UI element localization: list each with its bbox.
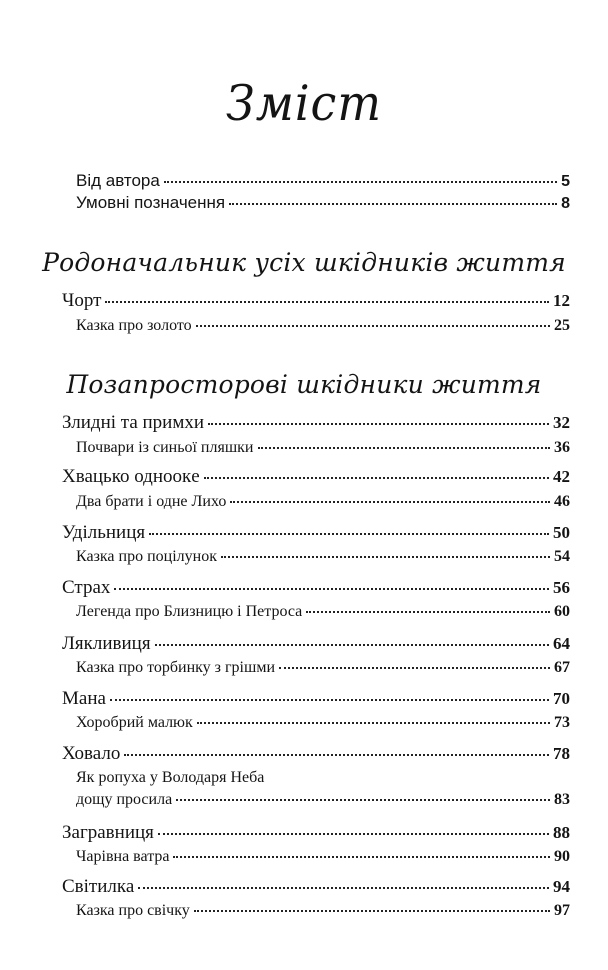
dot-leader xyxy=(196,325,550,327)
section-title: Позапросторові шкідники життя xyxy=(66,370,542,399)
toc-entry-chapter[interactable] xyxy=(62,413,570,432)
toc-entry-chapter[interactable] xyxy=(62,823,570,842)
toc-entry-chapter[interactable] xyxy=(62,578,570,597)
dot-leader xyxy=(155,644,549,646)
toc-entry-tale[interactable] xyxy=(76,549,570,565)
dot-leader xyxy=(258,447,551,449)
toc-entry-label: Чорт xyxy=(62,290,102,311)
dot-leader xyxy=(110,699,549,701)
dot-leader xyxy=(105,301,549,303)
dot-leader xyxy=(279,667,550,669)
toc-entry-chapter[interactable] xyxy=(62,467,570,486)
toc-entry-page: 50 xyxy=(553,523,570,542)
toc-entry-tale[interactable] xyxy=(76,494,570,510)
toc-entry-page: 25 xyxy=(554,317,570,334)
dot-leader xyxy=(176,799,550,801)
dot-leader xyxy=(194,910,550,912)
toc-entry-page: 42 xyxy=(553,467,570,486)
page-title: Зміст xyxy=(226,74,382,132)
toc-entry-chapter[interactable] xyxy=(62,689,570,708)
toc-entry-page: 60 xyxy=(554,603,570,620)
toc-entry-page: 36 xyxy=(554,439,570,456)
toc-entry-from-author[interactable] xyxy=(76,172,570,190)
toc-entry-label: Казка про торбинку з грішми xyxy=(76,659,276,676)
toc-entry-tale[interactable] xyxy=(76,715,570,731)
toc-entry-tale[interactable] xyxy=(76,604,570,620)
toc-entry-label: Чарівна ватра xyxy=(76,848,170,865)
toc-entry-page: 88 xyxy=(553,823,570,842)
toc-entry-page: 8 xyxy=(561,195,570,212)
dot-leader xyxy=(158,833,549,835)
dot-leader xyxy=(204,477,549,479)
toc-entry-page: 73 xyxy=(554,714,570,731)
toc-entry-page: 12 xyxy=(553,291,570,310)
dot-leader xyxy=(114,588,549,590)
dot-leader xyxy=(221,556,550,558)
toc-entry-page: 70 xyxy=(553,689,570,708)
toc-entry-page: 78 xyxy=(553,744,570,763)
toc-entry-tale[interactable] xyxy=(76,849,570,865)
toc-entry-label: Казка про поцілунок xyxy=(76,548,217,565)
dot-leader xyxy=(138,887,549,889)
toc-entry-label: Мана xyxy=(62,688,106,709)
toc-entry-label: Легенда про Близницю і Петроса xyxy=(76,603,303,620)
dot-leader xyxy=(124,754,549,756)
dot-leader xyxy=(230,501,550,503)
dot-leader xyxy=(173,856,550,858)
toc-entry-tale[interactable] xyxy=(76,792,570,808)
dot-leader xyxy=(164,181,557,183)
toc-entry-label: Ховало xyxy=(62,743,121,764)
toc-entry-label: Удільниця xyxy=(62,522,146,543)
toc-entry-legend[interactable] xyxy=(76,194,570,212)
toc-entry-page: 64 xyxy=(553,634,570,653)
toc-entry-label-first-line[interactable]: Як ропуха у Володаря Неба xyxy=(76,769,265,786)
toc-entry-page: 46 xyxy=(554,493,570,510)
toc-entry-chapter[interactable] xyxy=(62,291,570,310)
toc-entry-chapter[interactable] xyxy=(62,877,570,896)
toc-entry-label: Загравниця xyxy=(62,822,154,843)
toc-entry-label: Від автора xyxy=(76,171,160,190)
toc-entry-label: Хвацько одноокe xyxy=(62,466,200,487)
toc-entry-tale[interactable] xyxy=(76,903,570,919)
toc-entry-chapter[interactable] xyxy=(62,523,570,542)
toc-entry-label: Умовні позначення xyxy=(76,193,226,212)
toc-entry-page: 90 xyxy=(554,848,570,865)
toc-entry-label: Страх xyxy=(62,577,111,598)
toc-entry-chapter[interactable] xyxy=(62,744,570,763)
dot-leader xyxy=(229,203,557,205)
toc-entry-tale[interactable] xyxy=(76,660,570,676)
toc-entry-page: 32 xyxy=(553,413,570,432)
dot-leader xyxy=(149,533,549,535)
toc-entry-label: Злидні та примхи xyxy=(62,412,205,433)
toc-entry-page: 94 xyxy=(553,877,570,896)
toc-entry-label: Казка про свічку xyxy=(76,902,190,919)
toc-entry-label: Казка про золото xyxy=(76,317,192,334)
toc-entry-page: 97 xyxy=(554,902,570,919)
toc-entry-page: 56 xyxy=(553,578,570,597)
toc-entry-tale[interactable] xyxy=(76,440,570,456)
dot-leader xyxy=(197,722,550,724)
toc-entry-chapter[interactable] xyxy=(62,634,570,653)
toc-entry-page: 83 xyxy=(554,791,570,808)
toc-entry-label: Почвари із синьої пляшки xyxy=(76,439,254,456)
toc-entry-label: Два брати і одне Лихо xyxy=(76,493,227,510)
toc-entry-page: 5 xyxy=(561,173,570,190)
toc-entry-label: Лякливиця xyxy=(62,633,151,654)
section-title: Родоначальник усіх шкідників життя xyxy=(42,248,566,277)
toc-entry-label: Світилка xyxy=(62,876,135,897)
dot-leader xyxy=(208,423,549,425)
toc-entry-tale[interactable] xyxy=(76,318,570,334)
toc-entry-label: дощу просила xyxy=(76,791,173,808)
dot-leader xyxy=(306,611,550,613)
toc-entry-page: 67 xyxy=(554,659,570,676)
toc-entry-page: 54 xyxy=(554,548,570,565)
toc-entry-label: Хоробрий малюк xyxy=(76,714,193,731)
